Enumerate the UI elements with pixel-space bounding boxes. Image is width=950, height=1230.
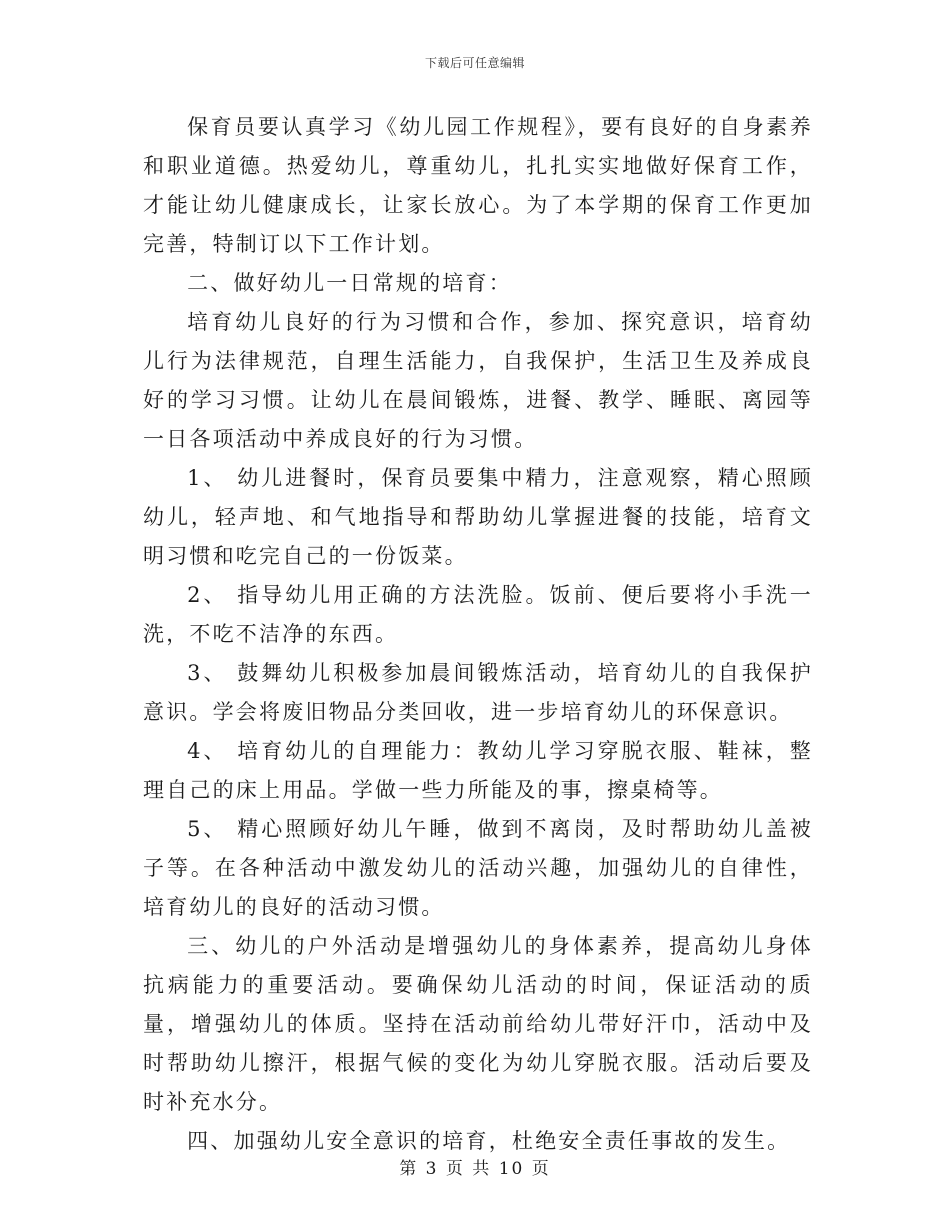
- list-item-5: 5、 精心照顾好幼儿午睡，做到不离岗，及时帮助幼儿盖被子等。在各种活动中激发幼儿的活动兴趣，加强幼儿的自律性，培育幼儿的良好的活动习惯。: [143, 817, 813, 919]
- page-number: 第 3 页 共 10 页: [399, 1159, 551, 1179]
- list-item-2: 2、 指导幼儿用正确的方法洗脸。饭前、便后要将小手洗一洗，不吃不洁净的东西。: [143, 583, 813, 646]
- list-item-3: 3、 鼓舞幼儿积极参加晨间锻炼活动，培育幼儿的自我保护意识。学会将废旧物品分类回收，进一步培育幼儿的环保意识。: [143, 661, 813, 724]
- list-item-1: 1、 幼儿进餐时，保育员要集中精力，注意观察，精心照顾幼儿，轻声地、和气地指导和帮助幼儿掌握进餐的技能，培育文明习惯和吃完自己的一份饭菜。: [143, 466, 813, 568]
- paragraph-intro: 保育员要认真学习《幼儿园工作规程》，要有良好的自身素养和职业道德。热爱幼儿，尊重幼儿，扎扎实实地做好保育工作，才能让幼儿健康成长，让家长放心。为了本学期的保育工作更加完善，特制订以下工作计划。: [143, 115, 813, 256]
- paragraph-habits: 培育幼儿良好的行为习惯和合作，参加、探究意识，培育幼儿行为法律规范，自理生活能力，自我保护，生活卫生及养成良好的学习习惯。让幼儿在晨间锻炼，进餐、教学、睡眠、离园等一日各项活动中养成良好的行为习惯。: [143, 310, 813, 451]
- document-body: [143, 108, 813, 1161]
- section-heading-2: 二、做好幼儿一日常规的培育：: [187, 271, 512, 295]
- section-heading-4: 四、加强幼儿安全意识的培育，杜绝安全责任事故的发生。: [187, 1129, 791, 1153]
- list-item-4: 4、 培育幼儿的自理能力：教幼儿学习穿脱衣服、鞋袜，整理自己的床上用品。学做一些力所能及的事，擦桌椅等。: [143, 739, 813, 802]
- page-header: 下载后可任意编辑: [424, 56, 525, 70]
- section-heading-3: 三、幼儿的户外活动是增强幼儿的身体素养，提高幼儿身体抗病能力的重要活动。要确保幼儿活动的时间，保证活动的质量，增强幼儿的体质。坚持在活动前给幼儿带好汗巾，活动中及时帮助幼儿擦汗，根据气候的变化为幼儿穿脱衣服。活动后要及时补充水分。: [143, 934, 813, 1114]
